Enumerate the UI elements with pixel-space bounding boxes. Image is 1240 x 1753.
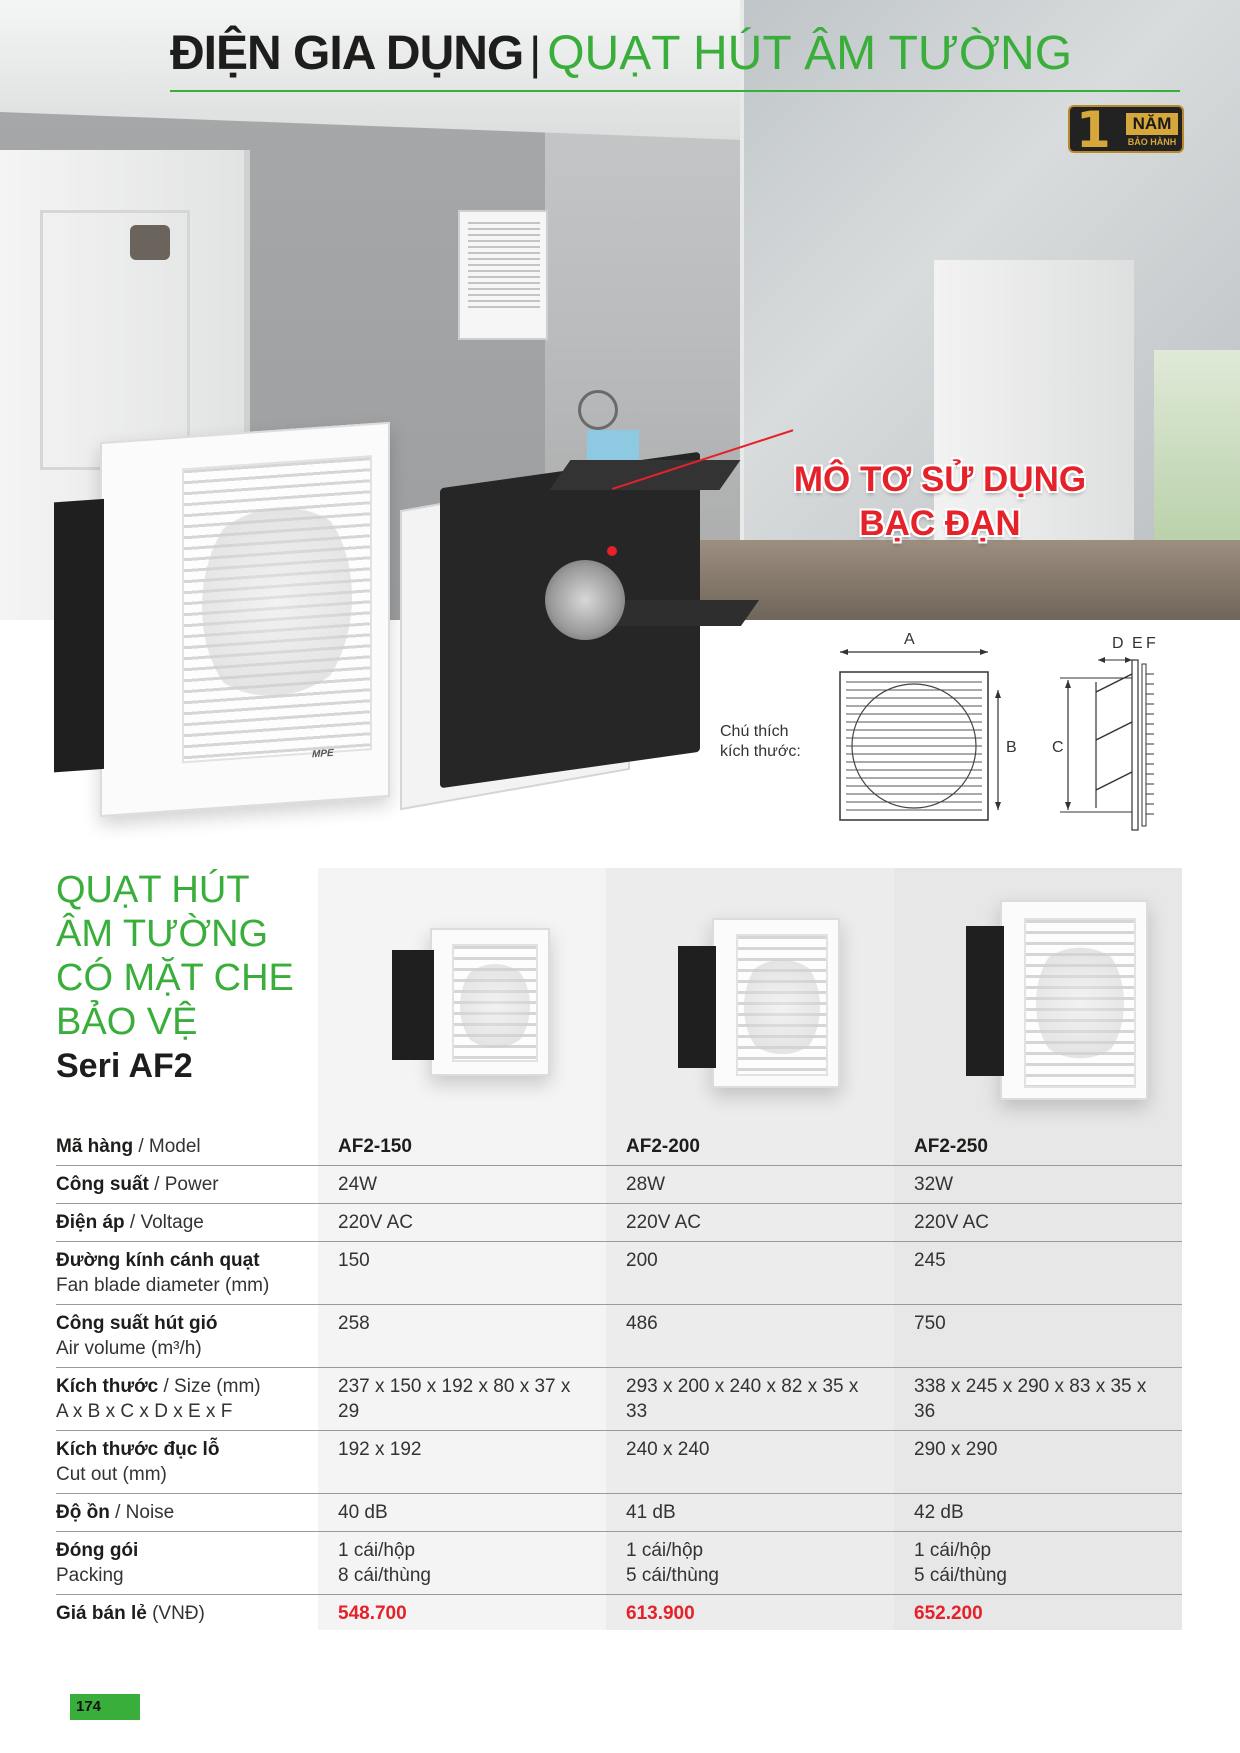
towel-ring-icon — [578, 390, 618, 430]
subcategory-title: QUẠT HÚT ÂM TƯỜNG — [547, 27, 1073, 80]
dimension-diagram — [720, 630, 1190, 830]
callout-dot — [607, 546, 617, 556]
wall-mounted-fan — [458, 210, 548, 340]
category-title: ĐIỆN GIA DỤNG — [170, 27, 524, 80]
section-title: QUẠT HÚT ÂM TƯỜNG CÓ MẶT CHE BẢO VỆ Seri AF2 — [56, 868, 326, 1088]
table-row: Công suất hút gió Air volume (m³/h) 258 486 750 — [56, 1305, 1182, 1368]
table-row: Kích thước đục lỗ Cut out (mm) 192 x 192 240 x 240 290 x 290 — [56, 1431, 1182, 1494]
fan-open-view — [400, 450, 730, 800]
table-row: Điện áp / Voltage 220V AC 220V AC 220V AC — [56, 1204, 1182, 1242]
dimension-drawing — [820, 630, 1190, 835]
dim-label-d: D — [1112, 635, 1124, 652]
fan-front-view — [100, 422, 390, 817]
mpe-logo: MPE — [312, 747, 334, 761]
dim-label-f: F — [1146, 635, 1156, 652]
table-row: Công suất / Power 24W 28W 32W — [56, 1166, 1182, 1204]
header-separator: | — [529, 27, 542, 79]
series-name: Seri AF2 — [56, 1047, 193, 1085]
spec-table — [56, 1128, 1182, 1632]
bearing-motor — [545, 560, 625, 640]
dim-label-a: A — [904, 631, 915, 648]
table-row: Đường kính cánh quạt Fan blade diameter (mm) 150 200 245 — [56, 1242, 1182, 1305]
dim-label-b: B — [1006, 739, 1017, 756]
table-row: Kích thước / Size (mm) A x B x C x D x E x F 237 x 150 x 192 x 80 x 37 x 29 293 x 200 x 240 x 82 x 35 x 33 338 x 245 x 290 x 83 x 35 x 36 — [56, 1368, 1182, 1431]
warranty-badge: 1 NĂM BẢO HÀNH — [1068, 105, 1184, 153]
product-image-af2-150 — [430, 928, 550, 1076]
product-image-af2-200 — [712, 918, 840, 1088]
motor-callout: MÔ TƠ SỬ DỤNG BẠC ĐẠN — [793, 460, 1087, 543]
page-header — [170, 26, 1180, 92]
dimension-note: Chú thích kích thước: — [720, 723, 801, 760]
table-row: Giá bán lẻ (VNĐ) 548.700 613.900 652.200 — [56, 1595, 1182, 1633]
dim-label-e: E — [1132, 635, 1143, 652]
table-row: Độ ồn / Noise 40 dB 41 dB 42 dB — [56, 1494, 1182, 1532]
price-af2-150: 548.700 — [338, 1603, 407, 1624]
page-number: 174 — [70, 1694, 140, 1720]
product-image-af2-250 — [1000, 900, 1148, 1100]
table-row: Đóng gói Packing 1 cái/hộp 8 cái/thùng 1 cái/hộp 5 cái/thùng 1 cái/hộp 5 cái/thùng — [56, 1532, 1182, 1595]
price-af2-250: 652.200 — [914, 1603, 983, 1624]
price-af2-200: 613.900 — [626, 1603, 695, 1624]
dim-label-c: C — [1052, 739, 1064, 756]
table-row: Mã hàng / Model AF2-150 AF2-200 AF2-250 — [56, 1128, 1182, 1166]
